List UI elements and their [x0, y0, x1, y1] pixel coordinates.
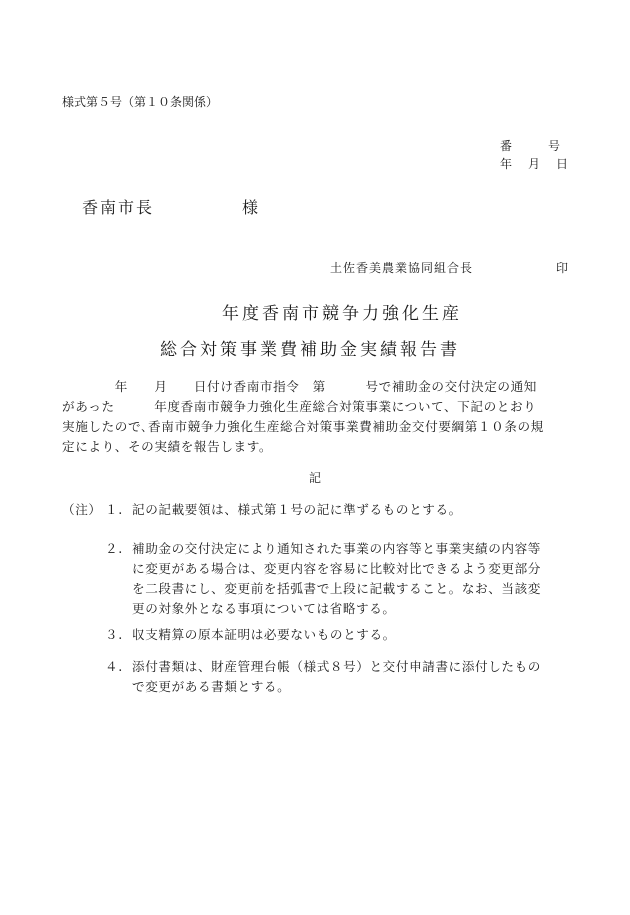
- note-number: ３.: [105, 627, 123, 642]
- note-number: ４.: [105, 659, 123, 674]
- notes-label: （注）: [62, 502, 102, 517]
- note-line: 記の記載要領は、様式第１号の記に準ずるものとする。: [132, 502, 462, 517]
- note-line: 収支精算の原本証明は必要ないものとする。: [132, 627, 396, 642]
- note-line: 添付書類は、財産管理台帳（様式８号）と交付申請書に添付したもの: [132, 659, 542, 674]
- document-title-line1: 年度香南市競争力強化生産: [222, 304, 462, 324]
- note-line: 補助金の交付決定により通知された事業の内容等と事業実績の内容等: [132, 541, 542, 556]
- ki-heading: 記: [309, 471, 322, 485]
- sender-organization: 土佐香美農業協同組合長: [330, 261, 474, 275]
- note-line: で変更がある書類とする。: [132, 679, 291, 694]
- body-line-1: 年 月 日付け香南市指令 第 号で補助金の交付決定の通知: [62, 379, 537, 394]
- note-number: ２.: [105, 541, 123, 556]
- date-label: 年 月 日: [500, 157, 571, 171]
- addressee-name: 香南市長: [82, 198, 155, 217]
- note-line: 更の対象外となる事項については省略する。: [132, 601, 396, 616]
- form-label: 様式第５号（第１０条関係）: [62, 95, 219, 109]
- document-number-label: 番 号: [500, 139, 561, 153]
- body-line-4: 定により、その実績を報告します。: [62, 439, 273, 454]
- body-line-2: があった 年度香南市競争力強化生産総合対策事業について、下記のとおり: [62, 399, 537, 414]
- body-line-3: 実施したので､香南市競争力強化生産総合対策事業費補助金交付要綱第１０条の規: [62, 419, 544, 434]
- note-number: １.: [105, 502, 123, 517]
- document-title-line2: 総合対策事業費補助金実績報告書: [160, 340, 460, 360]
- note-line: に変更がある場合は、変更内容を容易に比較対比できるよう変更部分: [132, 561, 542, 576]
- note-line: を二段書にし、変更前を括弧書で上段に記載すること。なお、当該変: [132, 581, 542, 596]
- addressee-honorific: 様: [242, 198, 261, 217]
- seal-mark: 印: [556, 261, 569, 275]
